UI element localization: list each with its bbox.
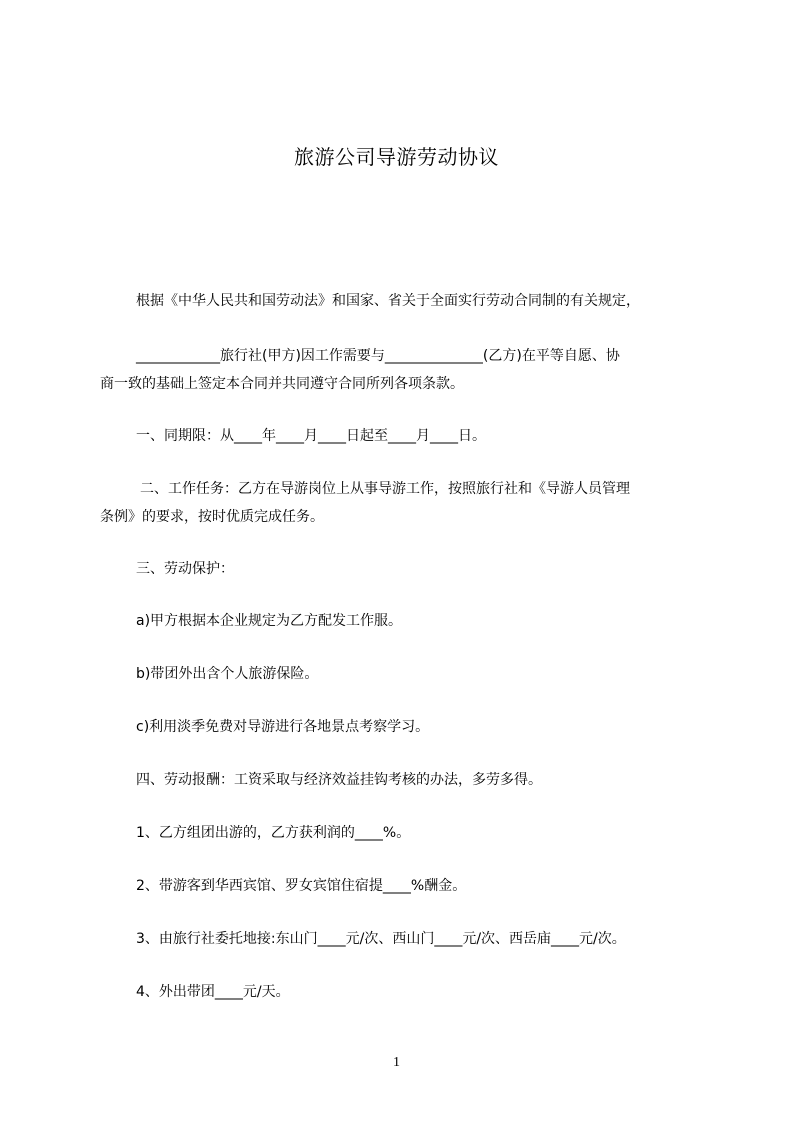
document-title: 旅游公司导游劳动协议 — [294, 145, 499, 169]
clause-task-line-2: 条例》的要求，按时优质完成任务。 — [100, 509, 324, 525]
clause-pay-4: 4、外出带团____元/天。 — [136, 984, 290, 1000]
clause-protection-b: b)带团外出含个人旅游保险。 — [136, 666, 319, 682]
clause-pay-2: 2、带游客到华西宾馆、罗女宾馆住宿提____%酬金。 — [136, 878, 467, 894]
paragraph-parties-line-1: ____________旅行社(甲方)因工作需要与______________(乙方)在平等自愿、协 — [136, 348, 620, 364]
clause-task-line-1: 二、工作任务：乙方在导游岗位上从事导游工作，按照旅行社和《导游人员管理 — [140, 481, 630, 497]
clause-term: 一、同期限：从____年____月____日起至____月____日。 — [136, 428, 486, 444]
clause-protection-a: a)甲方根据本企业规定为乙方配发工作服。 — [136, 613, 403, 629]
clause-protection: 三、劳动保护： — [136, 561, 234, 577]
paragraph-parties — [100, 342, 736, 398]
clause-protection-c: c)利用淡季免费对导游进行各地景点考察学习。 — [136, 719, 430, 735]
page-number: 1 — [393, 1055, 400, 1070]
paragraph-intro: 根据《中华人民共和国劳动法》和国家、省关于全面实行劳动合同制的有关规定， — [136, 293, 640, 309]
clause-pay: 四、劳动报酬：工资采取与经济效益挂钩考核的办法，多劳多得。 — [136, 772, 542, 788]
clause-task — [100, 475, 740, 531]
paragraph-parties-line-2: 商一致的基础上签定本合同并共同遵守合同所列各项条款。 — [100, 376, 464, 392]
clause-pay-3: 3、由旅行社委托地接:东山门____元/次、西山门____元/次、西岳庙____元/次。 — [136, 931, 626, 947]
clause-pay-1: 1、乙方组团出游的，乙方获利润的____%。 — [136, 825, 411, 841]
